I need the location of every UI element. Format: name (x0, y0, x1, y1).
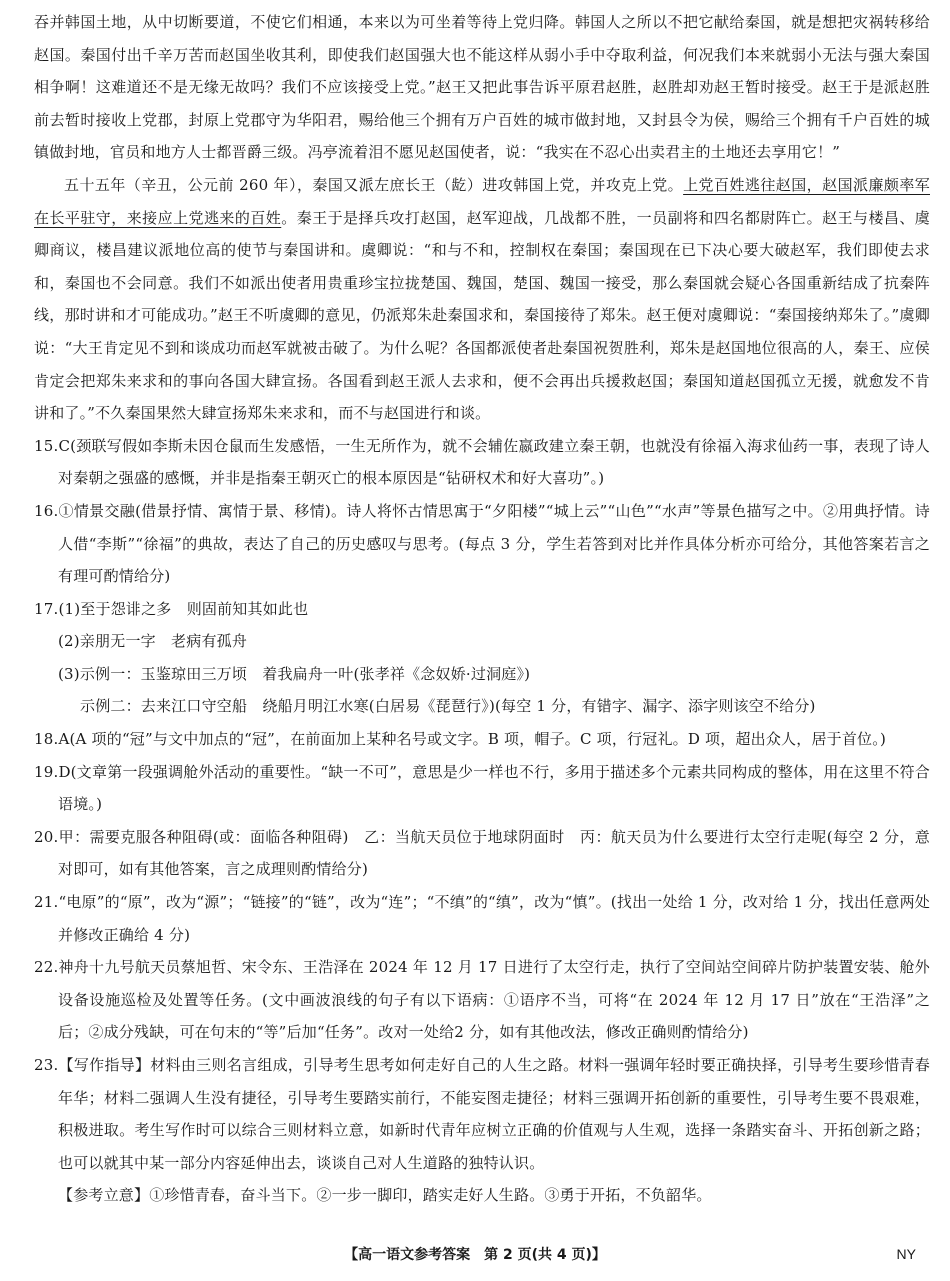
answer-21: 21.“电原”的“原”，改为“源”；“链接”的“链”，改为“连”；“不缜”的“缜”，改为“慎”。(找出一处给 1 分，改对给 1 分，找出任意两处并修改正确给 4 分) (34, 893, 930, 944)
translation-paragraph-1: 吞并韩国土地，从中切断要道，不使它们相通，本来以为可坐着等待上党归降。韩国人之所以不把它献给秦国，就是想把灾祸转移给赵国。秦国付出千辛万苦而赵国坐收其利，即使我们赵国强大也不能这样从弱小手中夺取利益，何况我们本来就弱小无法与强大秦国相争啊！这难道还不是无缘无故吗？我们不应该接受上党。”赵王又把此事告诉平原君赵胜，赵胜却劝赵王暂时接受。赵王于是派赵胜前去暂时接收上党郡，封原上党郡守为华阳君，赐给他三个拥有万户百姓的城市做封地，又封县令为侯，赐给三个拥有千户百姓的城镇做封地，官员和地方人士都晋爵三级。冯亭流着泪不愿见赵国使者，说：“我实在不忍心出卖君主的土地还去享用它！” (34, 13, 930, 162)
answer-17-part-3-example-1: (3)示例一：玉鉴琼田三万顷 着我扁舟一叶(张孝祥《念奴娇·过洞庭》) (58, 664, 531, 683)
underlined-sentence: 上党百姓逃往赵国，赵国派廉颇率军在长平驻守，来接应上党逃来的百姓 (34, 175, 930, 227)
answer-15: 15.C(颈联写假如李斯未因仓鼠而生发感悟，一生无所作为，就不会辅佐嬴政建立秦王朝，也就没有徐福入海求仙药一事，表现了诗人对秦朝之强盛的感慨，并非是指秦王朝灭亡的根本原因是“钻研权术和好大喜功”。) (34, 436, 930, 488)
answer-17-part-3-example-2: 示例二：去来江口守空船 绕船月明江水寒(白居易《琵琶行》)(每空 1 分，有错字、漏字、添字则该空不给分) (80, 697, 816, 716)
answer-23-writing-guide: 23.【写作指导】材料由三则名言组成，引导考生思考如何走好自己的人生之路。材料一强调年轻时要正确抉择，引导考生要珍惜青春年华；材料二强调人生没有捷径，引导考生要踏实前行，不能妄图走捷径；材料三强调开拓创新的重要性，引导考生要不畏艰难，积极进取。考生写作时可以综合三则材料立意，如新时代青年应树立正确的价值观与人生观，选择一条踏实奋斗、开拓创新之路；也可以就其中某一部分内容延伸出去，谈谈自己对人生道路的独特认识。 (34, 1056, 930, 1172)
answer-22: 22.神舟十九号航天员蔡旭哲、宋令东、王浩泽在 2024 年 12 月 17 日进行了太空行走，执行了空间站空间碎片防护装置安装、舱外设备设施巡检及处置等任务。(文中画波浪线的句子有以下语病：①语序不当，可将“在 2024 年 12 月 17 日”放在“王浩泽”之后；②成分残缺，可在句末的“等”后加“任务”。改对一处给2 分，如有其他改法，修改正确则酌情给分) (34, 958, 930, 1042)
translation-paragraph-2-start: 五十五年（辛丑，公元前 260 年），秦国又派左庶长王（龁）进攻韩国上党，并攻克上党。 (64, 175, 684, 194)
translation-paragraph-2 (34, 169, 930, 430)
page-footer: 【高一语文参考答案 第 2 页(共 4 页)】 (344, 1247, 606, 1263)
answer-17-part-2: (2)亲朋无一字 老病有孤舟 (58, 632, 248, 651)
translation-paragraph-2-rest: 。秦王于是择兵攻打赵国，赵军迎战，几战都不胜，一员副将和四名都尉阵亡。赵王与楼昌、虞卿商议，楼昌建议派地位高的使节与秦国讲和。虞卿说：“和与不和，控制权在秦国；秦国现在已下决心要大破赵军，我们即使去求和，秦国也不会同意。我们不如派出使者用贵重珍宝拉拢楚国、魏国，楚国、魏国一接受，那么秦国就会疑心各国重新结成了抗秦阵线，那时讲和才可能成功。”赵王不听虞卿的意见，仍派郑朱赴秦国求和，秦国接待了郑朱。赵王便对虞卿说：“秦国接纳郑朱了。”虞卿说：“大王肯定见不到和谈成功而赵军就被击破了。为什么呢？各国都派使者赴秦国祝贺胜利，郑朱是赵国地位很高的人，秦王、应侯肯定会把郑朱来求和的事向各国大肆宣扬。各国看到赵王派人去求和，便不会再出兵援救赵国；秦国知道赵国孤立无援，就愈发不肯讲和了。”不久秦国果然大肆宣扬郑朱来求和，而不与赵国进行和谈。 (34, 208, 931, 423)
answer-20: 20.甲：需要克服各种阻碍(或：面临各种阻碍) 乙：当航天员位于地球阴面时 丙：航天员为什么要进行太空行走呢(每空 2 分，意对即可，如有其他答案，言之成理则酌情给分) (34, 827, 930, 879)
answer-23-reference-ideas: 【参考立意】①珍惜青春，奋斗当下。②一步一脚印，踏实走好人生路。③勇于开拓，不负韶华。 (58, 1186, 712, 1205)
answer-19: 19.D(文章第一段强调舱外活动的重要性。“缺一不可”，意思是少一样也不行，多用于描述多个元素共同构成的整体，用在这里不符合语境。) (34, 762, 930, 814)
footer-code: NY (896, 1246, 916, 1262)
answer-16: 16.①情景交融(借景抒情、寓情于景、移情)。诗人将怀古情思寓于“夕阳楼”“城上云”“山色”“水声”等景色描写之中。②用典抒情。诗人借“李斯”“徐福”的典故，表达了自己的历史感叹与思考。(每点 3 分，学生若答到对比并作具体分析亦可给分，其他答案若言之有理可酌情给分) (34, 501, 930, 586)
answer-17-part-1: 17.(1)至于怨诽之多 则固前知其如此也 (34, 599, 309, 618)
answer-18: 18.A(A 项的“冠”与文中加点的“冠”，在前面加上某种名号或文字。B 项，帽子。C 项，行冠礼。D 项，超出众人，居于首位。) (34, 730, 887, 749)
